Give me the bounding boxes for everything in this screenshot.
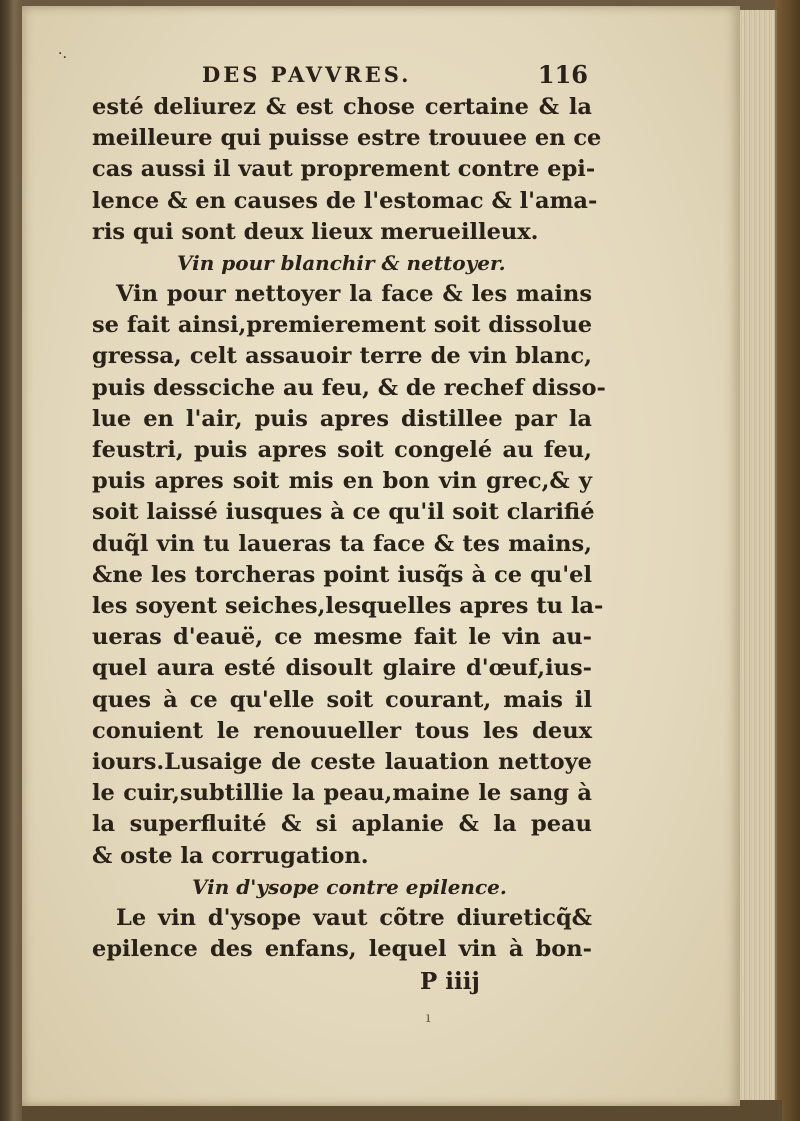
text-line: lence & en causes de l'estomac & l'ama- (92, 187, 598, 214)
text-line: iours.Lusaige de ceste lauation nettoye (92, 749, 592, 776)
text-line: &ne les torcheras point iusq̃s à ce qu'el (92, 561, 592, 588)
page-number: 116 (537, 60, 588, 89)
page-text (92, 56, 606, 999)
text-line: gressa, celt assauoir terre de vin blanc, (92, 343, 592, 370)
text-line: quel aura esté disoult glaire d'œuf,ius- (92, 655, 592, 682)
text-line: meilleure qui puisse estre trouuee en ce (92, 125, 602, 152)
text-line: Le vin d'ysope vaut cõtre diureticq̃& (116, 904, 592, 931)
text-line: puis dessciche au feu, & de rechef disso- (92, 374, 606, 401)
page-header (92, 56, 592, 92)
text-line: feustri, puis apres soit congelé au feu, (92, 437, 592, 464)
text-line: cas aussi il vaut proprement contre epi- (92, 156, 596, 183)
text-line: puis apres soit mis en bon vin grec,& y (92, 468, 592, 495)
text-line: & oste la corrugation. (92, 842, 369, 869)
text-line: les soyent seiches,lesquelles apres tu la- (92, 593, 604, 620)
text-line: duq̃l vin tu laueras ta face & tes mains, (92, 530, 592, 557)
text-line: ueras d'eauë, ce mesme fait le vin au- (92, 624, 592, 651)
ink-speck: ı (426, 1010, 431, 1026)
section-heading: Vin d'ysope contre epilence. (192, 874, 507, 899)
book-binding (775, 0, 800, 1121)
text-line: Vin pour nettoyer la face & les mains (116, 281, 592, 308)
text-line: lue en l'air, puis apres distillee par la (92, 405, 592, 432)
paragraph-1 (92, 92, 602, 248)
paragraph-3 (92, 903, 592, 965)
signature-mark: P iiij (420, 968, 480, 996)
text-line: esté deliurez & est chose certaine & la (92, 94, 592, 120)
text-line: le cuir,subtillie la peau,maine le sang à (92, 780, 592, 807)
text-line: se fait ainsi,premierement soit dissolue (92, 312, 593, 339)
margin-mark: ·. (58, 46, 67, 62)
text-line: soit laissé iusques à ce qu'il soit clarifié (92, 499, 595, 526)
section-heading: Vin pour blanchir & nettoyer. (177, 251, 506, 276)
paragraph-2 (92, 279, 606, 872)
text-line: epilence des enfans, lequel vin à bon- (92, 936, 592, 963)
page-edges (735, 10, 777, 1105)
text-line: conuient le renouueller tous les deux (92, 717, 592, 744)
text-line: ques à ce qu'elle soit courant, mais il (92, 686, 592, 713)
text-line: ris qui sont deux lieux merueilleux. (92, 218, 539, 245)
text-line: la superfluité & si aplanie & la peau (92, 811, 592, 838)
running-head: DES PAVVRES. (202, 62, 412, 87)
